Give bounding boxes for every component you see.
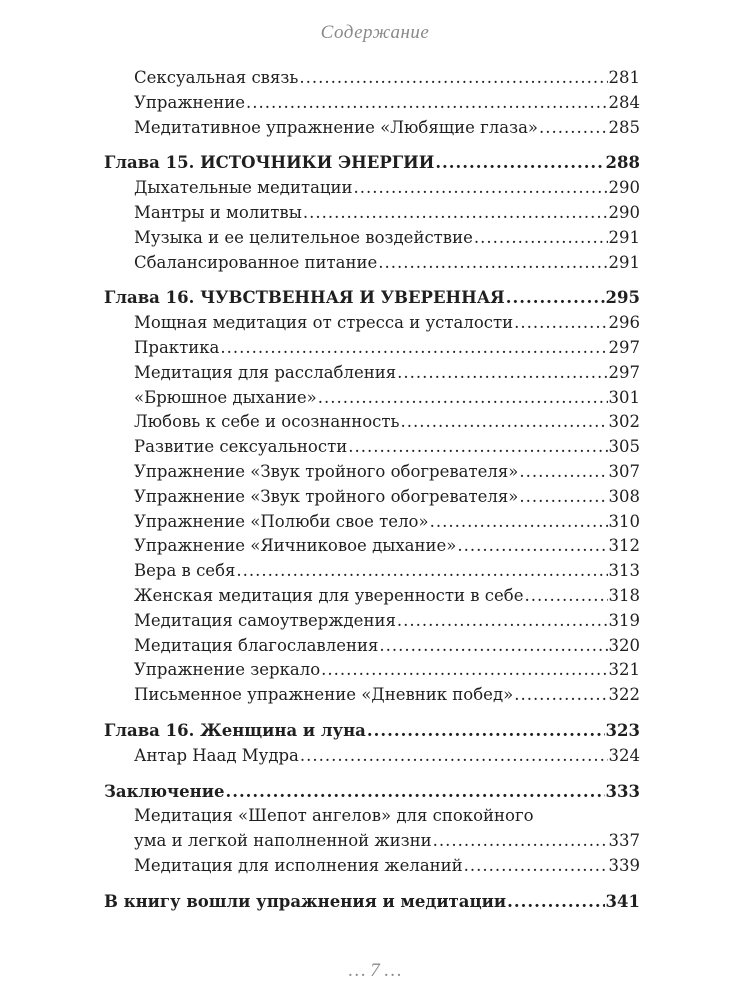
toc-entry <box>104 512 640 537</box>
toc-entry <box>104 203 640 228</box>
toc-entry-page: 321 <box>608 660 640 680</box>
toc-entry <box>104 437 640 462</box>
toc-entry-title: Медитация самоутверждения <box>134 610 396 630</box>
toc-entry <box>104 586 640 611</box>
toc-entry-page: 310 <box>608 511 640 531</box>
toc-section <box>104 721 640 771</box>
dot-leader <box>236 561 607 580</box>
toc-entry-page: 323 <box>605 720 640 740</box>
toc-entry-page: 308 <box>608 486 640 506</box>
toc-entry <box>104 412 640 437</box>
toc-entry <box>104 363 640 388</box>
toc-entry-title: В книгу вошли упражнения и медитации <box>104 891 507 911</box>
dot-leader <box>514 313 607 332</box>
toc-entry-title: Дыхательные медитации <box>134 178 353 198</box>
toc-entry <box>104 388 640 413</box>
toc-entry-title: Медитация благославления <box>134 635 379 655</box>
toc-entry-page: 313 <box>608 561 640 581</box>
dot-leader <box>519 462 607 481</box>
dot-leader <box>433 831 608 850</box>
toc-entry-page: 305 <box>608 437 640 457</box>
toc-entry-title: Упражнение «Звук тройного обогревателя» <box>134 461 519 481</box>
dot-leader <box>321 660 607 679</box>
toc-entry-page: 318 <box>608 585 640 605</box>
dot-leader <box>367 721 605 740</box>
toc-entry-title: Глава 16. ЧУВСТВЕННАЯ И УВЕРЕННАЯ <box>104 288 505 308</box>
toc-entry-title: Музыка и ее целительное воздействие <box>134 227 473 247</box>
toc-entry-title: Сбалансированное питание <box>134 252 378 272</box>
dot-leader <box>514 685 607 704</box>
toc-entry-title: ума и легкой наполненной жизни <box>134 831 432 851</box>
toc-entry-title: Медитация для исполнения желаний <box>134 855 463 875</box>
toc-entry-page: 295 <box>605 288 640 308</box>
toc-entry <box>104 856 640 881</box>
toc-entry-title: Развитие сексуальности <box>134 437 348 457</box>
dot-leader <box>525 586 608 605</box>
toc-entry-page: 319 <box>608 610 640 630</box>
toc-entry-title: Практика <box>134 337 220 357</box>
dot-leader <box>507 892 604 911</box>
toc-entry-title: Упражнение <box>134 92 246 112</box>
toc-entry-page: 307 <box>608 461 640 481</box>
toc-section <box>104 288 640 710</box>
dot-leader <box>397 363 607 382</box>
toc-entry <box>104 561 640 586</box>
dot-leader <box>378 253 607 272</box>
dot-leader <box>220 338 607 357</box>
toc-entry-title: Мощная медитация от стресса и усталости <box>134 313 514 333</box>
toc-entry <box>104 338 640 363</box>
toc-entry <box>104 228 640 253</box>
page-number: … 7 … <box>348 960 402 981</box>
toc-chapter-entry <box>104 782 640 807</box>
toc-section <box>104 782 640 881</box>
toc-entry <box>104 313 640 338</box>
dot-leader <box>435 153 604 172</box>
toc-entry-page: 288 <box>605 153 640 173</box>
toc-entry-page: 312 <box>608 536 640 556</box>
toc-chapter-entry <box>104 721 640 746</box>
toc-chapter-entry <box>104 153 640 178</box>
toc-entry <box>104 831 640 856</box>
dot-leader <box>457 536 607 555</box>
toc-entry-page: 301 <box>608 387 640 407</box>
toc-entry <box>104 118 640 143</box>
dot-leader <box>397 611 608 630</box>
toc-entry-title: Упражнение зеркало <box>134 660 321 680</box>
toc-entry-title: Медитация для расслабления <box>134 362 397 382</box>
dot-leader <box>464 856 608 875</box>
toc-entry <box>104 68 640 93</box>
dot-leader <box>225 782 604 801</box>
toc-entry-page: 297 <box>608 337 640 357</box>
toc-entry-page: 333 <box>605 781 640 801</box>
toc-entry-title: Упражнение «Звук тройного обогревателя» <box>134 486 519 506</box>
toc-entry-page: 290 <box>608 202 640 222</box>
toc-entry-page: 296 <box>608 313 640 333</box>
toc-entry <box>104 746 640 771</box>
dot-leader <box>401 412 608 431</box>
dot-leader <box>539 118 607 137</box>
toc-entry <box>104 685 640 710</box>
toc-entry-title: Женская медитация для уверенности в себе <box>134 585 524 605</box>
toc-entry <box>104 636 640 661</box>
toc-entry-page: 341 <box>605 891 640 911</box>
toc-entry-title: Глава 15. ИСТОЧНИКИ ЭНЕРГИИ <box>104 153 435 173</box>
toc-entry-title: Упражнение «Яичниковое дыхание» <box>134 536 457 556</box>
dot-leader <box>354 178 608 197</box>
toc-entry-page: 284 <box>608 92 640 112</box>
toc-entry <box>104 462 640 487</box>
toc-entry <box>104 487 640 512</box>
dot-leader <box>299 68 607 87</box>
dot-leader <box>246 93 607 112</box>
toc-entry-page: 285 <box>608 117 640 137</box>
toc-section <box>104 68 640 142</box>
toc-section <box>104 892 640 917</box>
dot-leader <box>379 636 607 655</box>
toc-entry-title: Упражнение «Полюби свое тело» <box>134 511 429 531</box>
toc-entry-title: Мантры и молитвы <box>134 202 302 222</box>
running-head: Содержание <box>320 22 430 43</box>
toc-section <box>104 153 640 277</box>
toc-chapter-entry <box>104 288 640 313</box>
toc-entry-page: 290 <box>608 178 640 198</box>
toc-entry-title: Антар Наад Мудра <box>134 745 299 765</box>
toc-entry <box>104 536 640 561</box>
toc-entry-title: Письменное упражнение «Дневник побед» <box>134 685 514 705</box>
toc-entry-page: 339 <box>608 855 640 875</box>
table-of-contents <box>104 68 640 928</box>
toc-entry-title: Глава 16. Женщина и луна <box>104 720 366 740</box>
toc-entry-title: Сексуальная связь <box>134 68 299 87</box>
toc-entry-title: Заключение <box>104 781 225 801</box>
dot-leader <box>318 388 608 407</box>
dot-leader <box>519 487 607 506</box>
toc-entry <box>104 93 640 118</box>
toc-entry <box>104 806 640 831</box>
toc-entry-title: Медитация «Шепот ангелов» для спокойного <box>134 806 534 826</box>
dot-leader <box>506 288 605 307</box>
toc-chapter-entry <box>104 892 640 917</box>
toc-entry-page: 320 <box>608 635 640 655</box>
toc-entry-page: 291 <box>608 227 640 247</box>
toc-entry-title: «Брюшное дыхание» <box>134 387 317 407</box>
toc-entry-page: 291 <box>608 252 640 272</box>
dot-leader <box>300 746 608 765</box>
toc-entry-title: Вера в себя <box>134 561 236 581</box>
toc-entry <box>104 178 640 203</box>
dot-leader <box>348 437 607 456</box>
toc-entry-page: 337 <box>608 831 640 851</box>
dot-leader <box>474 228 608 247</box>
toc-entry <box>104 611 640 636</box>
toc-entry <box>104 660 640 685</box>
dot-leader <box>303 203 608 222</box>
toc-entry-page: 324 <box>608 745 640 765</box>
dot-leader <box>430 512 608 531</box>
toc-entry-title: Медитативное упражнение «Любящие глаза» <box>134 117 539 137</box>
toc-entry-title: Любовь к себе и осознанность <box>134 412 400 432</box>
toc-entry <box>104 253 640 278</box>
toc-entry-page: 302 <box>608 412 640 432</box>
toc-entry-page: 297 <box>608 362 640 382</box>
toc-entry-page: 281 <box>608 68 640 87</box>
toc-entry-page: 322 <box>608 685 640 705</box>
